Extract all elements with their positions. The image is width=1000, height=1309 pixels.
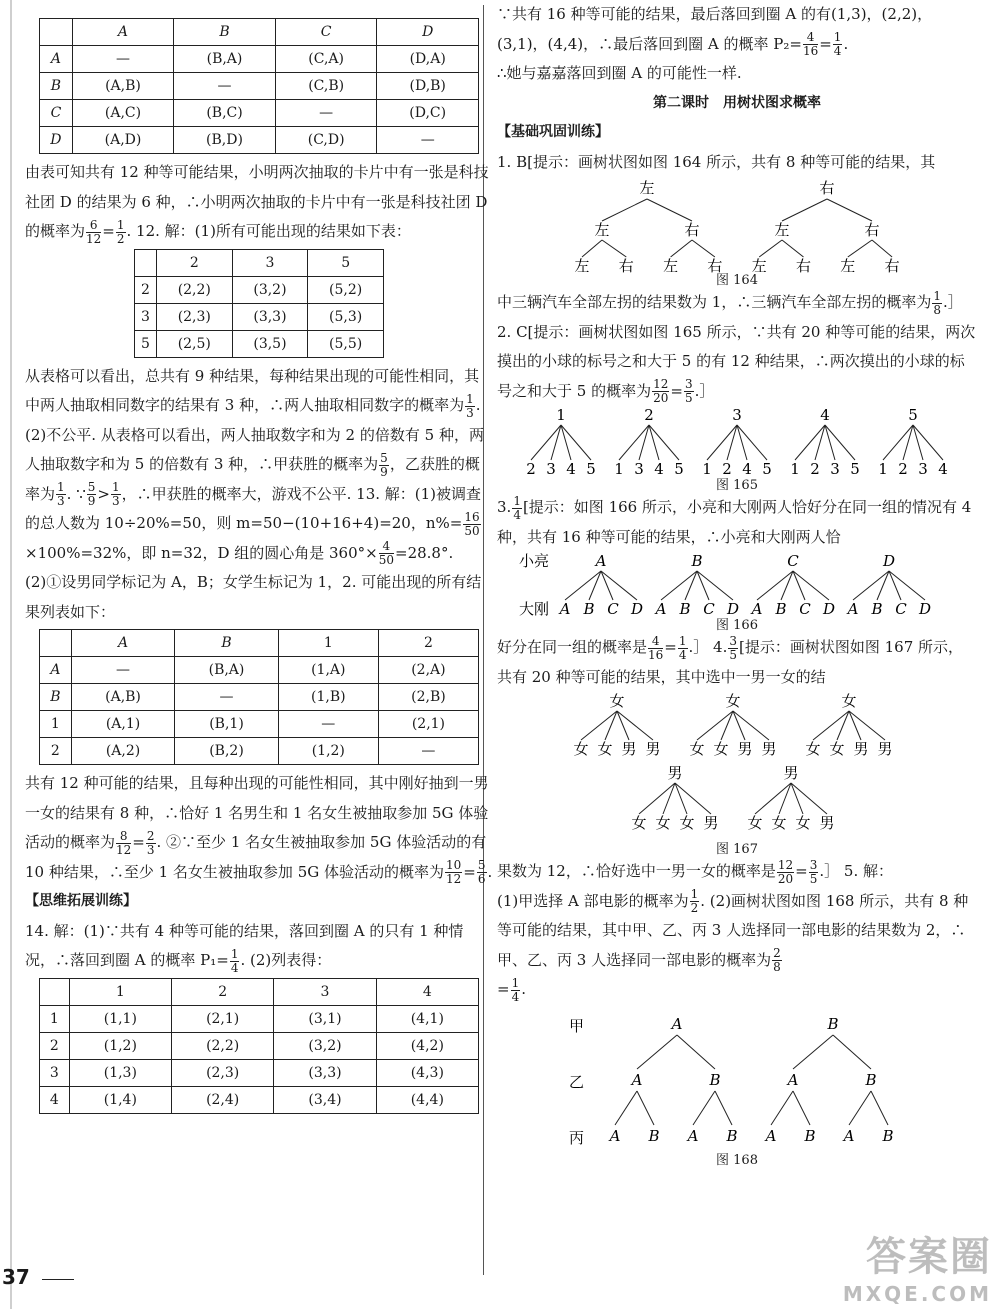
table-cell: — <box>174 73 276 100</box>
table-cell: 4 <box>40 1086 70 1113</box>
table-cell: (1,2) <box>69 1032 171 1059</box>
figure-caption-166: 图 166 <box>716 618 758 633</box>
table-cell: (3,4) <box>274 1086 376 1113</box>
table-cell: (C,A) <box>275 46 377 73</box>
table-circles <box>39 978 479 1114</box>
tree-node-label: 女 <box>573 740 589 758</box>
table-cell: (B,2) <box>175 738 278 765</box>
tree-branch <box>782 240 804 257</box>
table-cell: 3 <box>40 1059 70 1086</box>
paragraph-q11-answer: 由表可知共有 12 种等可能结果，小明两次抽取的卡片中有一张是科技社团 D 的结果为 6 种，∴小明两次抽取的卡片中有一张是科技社团 D 的概率为 $\frac{6}{12}$ = $\frac{1}{2}$ . 12. 解：(1)所有可能出现的结果如下表： <box>25 163 489 246</box>
table-row <box>40 1005 479 1032</box>
table-cell: (B,D) <box>174 127 276 154</box>
tree-node-label: A <box>609 1126 621 1145</box>
table-cell: (3,5) <box>232 330 308 357</box>
tree-node-label: 女 <box>771 814 787 832</box>
table-cell: 2 <box>378 630 478 657</box>
table-cell: (1,1) <box>69 1005 171 1032</box>
tree-node-label: 男 <box>703 814 719 832</box>
table-cell: C <box>275 19 377 46</box>
tree-node-label: 女 <box>829 740 845 758</box>
tree-node-label: C <box>703 600 715 618</box>
tree-node-label: 2 <box>810 460 820 478</box>
tree-node-label: 女 <box>795 814 811 832</box>
tree-branch <box>833 1035 871 1069</box>
tree-node-label: 男 <box>645 740 661 758</box>
tree-branch <box>757 571 793 600</box>
tree-node-label: A <box>631 1070 643 1089</box>
tree-node-label: 3 <box>830 460 840 478</box>
table-cell: A <box>71 630 174 657</box>
table-cell: (2,3) <box>156 303 232 330</box>
tree-node-label: 左 <box>751 257 767 273</box>
tree-diagram-164 <box>557 177 917 273</box>
tree-row-label: 乙 <box>569 1072 585 1091</box>
table-cell: 3 <box>135 303 157 330</box>
table-row <box>135 330 384 357</box>
tree-node-label: 右 <box>864 221 880 239</box>
table-cell: (5,3) <box>308 303 384 330</box>
table-cell: 1 <box>40 711 72 738</box>
binding-edge <box>10 0 12 1309</box>
tree-branch <box>733 711 769 740</box>
table-cell: (1,3) <box>69 1059 171 1086</box>
table-cell: (A,C) <box>72 100 173 127</box>
table-cell: 2 <box>135 276 157 303</box>
tree-branch <box>889 571 925 600</box>
table-row <box>40 657 479 684</box>
table-cell: A <box>72 19 173 46</box>
paragraph-q1-q2: 中三辆汽车全部左拐的结果数为 1，∴三辆汽车全部左拐的概率为 $\frac{1}{8}$ .］ 2. C[提示：画树状图如图 165 所示，∵共有 20 种等可能的结果，两次摸出的小球的标号之和大于 5 的有 12 种结果，∴两次摸出的小球的标号之和大于 5 的概率为 $\frac{12}{20}$ = $\frac{3}{5}$ .］ <box>497 288 976 405</box>
table-cell: (2,1) <box>378 711 478 738</box>
tree-node-label: B <box>827 1014 839 1033</box>
table-cell: 2 <box>40 1032 70 1059</box>
table-cell: B <box>40 684 72 711</box>
tree-branch <box>771 1091 793 1125</box>
paragraph-q5-answer: (1)甲选择 A 部电影的概率为 $\frac{1}{2}$ . (2)画树状图如图 168 所示，共有 8 种等可能的结果，其中甲、乙、丙 3 人选择同一部电影的结果数为 2，∴甲、乙、丙 3 人选择同一部电影的概率为 $\frac{2}{8}$ = $\frac{1}{4}$ . <box>497 887 969 1004</box>
table-cell: — <box>278 711 378 738</box>
table-cell: (2,3) <box>172 1059 274 1086</box>
tree-node-label: 5 <box>762 460 772 478</box>
table-cell: (A,2) <box>71 738 174 765</box>
tree-node-label: B <box>726 1126 738 1145</box>
tree-node-label: 左 <box>574 257 590 273</box>
tree-node-label: 女 <box>679 814 695 832</box>
table-row <box>40 738 479 765</box>
table-cell: — <box>72 46 173 73</box>
tree-node-label: 女 <box>725 692 741 710</box>
tree-branch <box>759 240 782 257</box>
table-numbers <box>134 249 384 358</box>
tree-node-label: 4 <box>820 406 830 424</box>
paragraph-q3: 3. $\frac{1}{4}$ [提示：如图 166 所示，小亮和大刚两人恰好分在同一组的情况有 4 种，共有 16 种等可能的结果，∴小亮和大刚两人恰 <box>497 493 972 546</box>
table-row <box>40 73 479 100</box>
table-cell: (A,1) <box>71 711 174 738</box>
tree-node-label: 4 <box>938 460 948 478</box>
tree-node-label: 5 <box>674 460 684 478</box>
tree-node-label: 右 <box>707 257 723 273</box>
table-cell: (2,B) <box>378 684 478 711</box>
tree-branch <box>671 240 692 257</box>
table-cell: (B,C) <box>174 100 276 127</box>
paragraph-q14-answer: 14. 解：(1)∵共有 4 种等可能的结果，落回到圈 A 的只有 1 种情况，∴落回到圈 A 的概率 P₁= $\frac{1}{4}$ . (2)列表得： <box>25 921 464 975</box>
table-cell: — <box>71 657 174 684</box>
table-cell: 3 <box>232 249 308 276</box>
table-cell: (5,5) <box>308 330 384 357</box>
tree-node-label: 5 <box>850 460 860 478</box>
figure-caption-167: 图 167 <box>716 842 758 857</box>
tree-node-label: 左 <box>594 221 610 239</box>
tree-branch <box>849 1091 871 1125</box>
tree-node-label: A <box>595 552 607 570</box>
tree-node-label: 2 <box>526 460 536 478</box>
tree-node-label: 3 <box>546 460 556 478</box>
tree-node-label: A <box>559 600 571 618</box>
tree-node-label: B <box>865 1070 877 1089</box>
tree-node-label: B <box>871 600 883 618</box>
tree-node-label: 2 <box>644 406 654 424</box>
tree-row-label: 大刚 <box>519 600 550 618</box>
tree-branch <box>697 711 733 740</box>
tree-node-label: B <box>679 600 691 618</box>
table-cell: (B,1) <box>175 711 278 738</box>
table-cell: (C,D) <box>275 127 377 154</box>
tree-node-label: D <box>630 600 644 618</box>
tree-diagram-168 <box>567 1013 907 1153</box>
tree-node-label: 右 <box>884 257 900 273</box>
tree-node-label: 女 <box>655 814 671 832</box>
tree-branch <box>581 711 617 740</box>
table-row <box>40 1032 479 1059</box>
table-cell: (4,3) <box>376 1059 478 1086</box>
paragraph-q3-q4: 好分在同一组的概率是 $\frac{4}{16}$ = $\frac{1}{4}$ .］ 4. $\frac{3}{5}$ [提示：画树状图如图 167 所示，共有 20 种等可能的结果，其中选中一男一女的结 <box>497 633 964 686</box>
tree-node-label: 男 <box>667 764 683 782</box>
tree-branch <box>793 1035 833 1069</box>
table-cell: (2,2) <box>156 276 232 303</box>
tree-node-label: 左 <box>840 257 856 273</box>
table-row <box>40 46 479 73</box>
tree-node-label: 4 <box>566 460 576 478</box>
tree-node-label: B <box>709 1070 721 1089</box>
table-cell: 5 <box>135 330 157 357</box>
tree-node-label: 男 <box>621 740 637 758</box>
tree-node-label: 3 <box>634 460 644 478</box>
table-cell: A <box>40 46 73 73</box>
table-cell <box>40 19 73 46</box>
tree-node-label: 左 <box>639 179 655 197</box>
table-cell: (4,1) <box>376 1005 478 1032</box>
tree-row-label: 丙 <box>569 1128 585 1147</box>
tree-node-label: 1 <box>702 460 712 478</box>
tree-branch <box>848 240 872 257</box>
table-cell: 3 <box>274 978 376 1005</box>
tree-branch <box>872 240 892 257</box>
table-cell: (4,2) <box>376 1032 478 1059</box>
table-row <box>135 303 384 330</box>
tree-node-label: 女 <box>609 692 625 710</box>
table-row <box>40 711 479 738</box>
tree-row-label: 甲 <box>569 1016 585 1035</box>
table-cell: (2,A) <box>378 657 478 684</box>
tree-node-label: A <box>655 600 667 618</box>
table-students <box>39 629 479 765</box>
tree-node-label: 5 <box>586 460 596 478</box>
tree-branch <box>637 1091 654 1125</box>
table-cell: (2,1) <box>172 1005 274 1032</box>
tree-branch <box>615 1091 637 1125</box>
tree-node-label: 男 <box>761 740 777 758</box>
tree-node-label: 1 <box>878 460 888 478</box>
figure-caption-168: 图 168 <box>716 1152 758 1168</box>
table-cell: B <box>175 630 278 657</box>
tree-node-label: B <box>775 600 787 618</box>
watermark-logo: 答案圈 MXQE.COM <box>842 1234 992 1306</box>
table-header-row <box>40 630 479 657</box>
tree-node-label: 右 <box>795 257 812 273</box>
figure-caption-165: 图 165 <box>716 478 758 493</box>
tree-node-label: 男 <box>783 764 799 782</box>
table-cell: (3,3) <box>274 1059 376 1086</box>
section-heading-extension: 【思维拓展训练】 <box>25 893 137 909</box>
tree-node-label: 女 <box>805 740 821 758</box>
table-cell: — <box>377 127 479 154</box>
tree-diagram-167 <box>567 692 907 842</box>
tree-node-label: 1 <box>614 460 624 478</box>
tree-diagram-166 <box>517 552 957 618</box>
paragraph-q1-start: 1. B[提示：画树状图如图 164 所示，共有 8 种等可能的结果，其 <box>497 152 936 171</box>
tree-node-label: 女 <box>841 692 857 710</box>
table-cell: 5 <box>308 249 384 276</box>
paragraph-q13-part2: (2)①设男同学标记为 A，B；女学生标记为 1，2. 可能出现的所有结果列表如下： <box>25 573 482 621</box>
tree-branch <box>793 1091 810 1125</box>
tree-node-label: 4 <box>742 460 752 478</box>
lesson-title: 第二课时 用树状图求概率 <box>653 94 821 111</box>
table-header-row <box>40 19 479 46</box>
tree-branch <box>871 1091 888 1125</box>
table-row <box>40 100 479 127</box>
tree-node-label: B <box>648 1126 660 1145</box>
table-cell: (A,B) <box>72 73 173 100</box>
tree-branch <box>565 571 601 600</box>
table-cell: (D,B) <box>377 73 479 100</box>
tree-node-label: 男 <box>853 740 869 758</box>
table-cell: (D,C) <box>377 100 479 127</box>
table-cell: (A,B) <box>71 684 174 711</box>
tree-branch <box>715 1091 732 1125</box>
table-cell: D <box>377 19 479 46</box>
left-column <box>25 0 493 1118</box>
table-cards <box>39 18 479 154</box>
table-cell: (5,2) <box>308 276 384 303</box>
tree-node-label: 右 <box>819 179 835 197</box>
tree-row-label: 小亮 <box>519 552 550 570</box>
table-cell: (4,4) <box>376 1086 478 1113</box>
tree-node-label: 3 <box>918 460 928 478</box>
table-cell: C <box>40 100 73 127</box>
tree-node-label: B <box>583 600 595 618</box>
tree-node-label: A <box>787 1070 799 1089</box>
table-row <box>40 684 479 711</box>
tree-branch <box>601 571 637 600</box>
tree-branch <box>637 1035 677 1069</box>
right-column <box>497 0 977 1168</box>
table-row <box>40 1059 479 1086</box>
tree-node-label: 男 <box>737 740 753 758</box>
tree-node-label: B <box>804 1126 816 1145</box>
table-cell: (B,A) <box>174 46 276 73</box>
table-cell: (C,B) <box>275 73 377 100</box>
tree-branch <box>677 1035 715 1069</box>
section-heading-basic: 【基础巩固训练】 <box>497 124 609 140</box>
tree-node-label: 3 <box>732 406 742 424</box>
tree-branch <box>693 1091 715 1125</box>
table-row <box>135 276 384 303</box>
tree-node-label: 女 <box>597 740 613 758</box>
tree-node-label: C <box>799 600 811 618</box>
tree-branch <box>602 240 626 257</box>
table-cell: (2,2) <box>172 1032 274 1059</box>
table-cell <box>40 978 70 1005</box>
table-cell: (3,3) <box>232 303 308 330</box>
tree-node-label: 4 <box>654 460 664 478</box>
tree-branch <box>827 199 872 221</box>
tree-node-label: 5 <box>908 406 918 424</box>
tree-branch <box>849 711 885 740</box>
paragraph-q4-q5: 果数为 12，∴恰好选中一男一女的概率是 $\frac{12}{20}$ = $\frac{3}{5}$ .］ 5. 解： <box>497 857 893 886</box>
page-number-rule <box>42 1279 74 1280</box>
tree-node-label: D <box>822 600 836 618</box>
tree-node-label: 女 <box>631 814 647 832</box>
tree-node-label: 2 <box>722 460 732 478</box>
table-cell: (3,2) <box>232 276 308 303</box>
page-number: 37 <box>2 1265 30 1289</box>
table-header-row <box>40 978 479 1005</box>
table-cell: (1,A) <box>278 657 378 684</box>
table-row <box>40 127 479 154</box>
tree-branch <box>639 783 675 814</box>
tree-branch <box>853 571 889 600</box>
tree-node-label: A <box>843 1126 855 1145</box>
paragraph-q13-result: 共有 12 种可能的结果，且每种出现的可能性相同，其中刚好抽到一男一女的结果有 8 种，∴恰好 1 名男生和 1 名女生被抽取参加 5G 体验活动的概率为 $\frac{8}{12}$ = $\frac{2}{3}$ . ②∵至少 1 名女生被抽取参加 5G 体验活动的有 10 种结果，∴至少 1 名女生被抽取参加 5G 体验活动的概率为 $\frac{10}{12}$ = $\frac{5}{6}$ . <box>25 774 493 886</box>
tree-branch <box>647 199 692 221</box>
table-cell: (1,2) <box>278 738 378 765</box>
tree-diagram-165 <box>517 406 957 478</box>
tree-branch <box>782 199 827 221</box>
tree-branch <box>813 711 849 740</box>
tree-node-label: A <box>751 600 763 618</box>
table-cell: — <box>275 100 377 127</box>
table-cell: (1,B) <box>278 684 378 711</box>
table-cell: 1 <box>69 978 171 1005</box>
table-cell: 2 <box>156 249 232 276</box>
tree-node-label: A <box>671 1014 683 1033</box>
tree-node-label: C <box>895 600 907 618</box>
tree-node-label: 2 <box>898 460 908 478</box>
table-cell: 2 <box>172 978 274 1005</box>
tree-node-label: A <box>687 1126 699 1145</box>
tree-node-label: 女 <box>747 814 763 832</box>
table-cell: (2,4) <box>172 1086 274 1113</box>
table-cell: D <box>40 127 73 154</box>
tree-node-label: A <box>847 600 859 618</box>
table-cell <box>40 630 72 657</box>
tree-node-label: 女 <box>689 740 705 758</box>
tree-node-label: 右 <box>618 257 634 273</box>
tree-node-label: B <box>882 1126 894 1145</box>
tree-node-label: D <box>882 552 896 570</box>
tree-branch <box>755 783 791 814</box>
table-cell: (D,A) <box>377 46 479 73</box>
tree-node-label: 1 <box>790 460 800 478</box>
tree-branch <box>793 571 829 600</box>
table-cell: (B,A) <box>175 657 278 684</box>
tree-branch <box>692 240 715 257</box>
tree-branch <box>675 783 711 814</box>
tree-node-label: 左 <box>774 221 790 239</box>
tree-node-label: D <box>918 600 932 618</box>
table-row <box>40 1086 479 1113</box>
table-cell: (A,D) <box>72 127 173 154</box>
tree-node-label: D <box>726 600 740 618</box>
tree-branch <box>602 199 647 221</box>
table-cell: (2,5) <box>156 330 232 357</box>
table-cell: A <box>40 657 72 684</box>
tree-node-label: 1 <box>556 406 566 424</box>
table-cell: (1,4) <box>69 1086 171 1113</box>
tree-node-label: 女 <box>713 740 729 758</box>
tree-branch <box>661 571 697 600</box>
table-cell: — <box>378 738 478 765</box>
table-cell: 1 <box>278 630 378 657</box>
table-cell: B <box>40 73 73 100</box>
paragraph-q12-answer: 从表格可以看出，总共有 9 种结果，每种结果出现的可能性相同，其中两人抽取相同数字的结果有 3 种，∴两人抽取相同数字的概率为 $\frac{1}{3}$ . (2)不公平. 从表格可以看出，两人抽取数字和为 2 的倍数有 5 种，两人抽取数字和为 5 的倍数有 3 种，∴甲获胜的概率为 $\frac{5}{9}$ ，乙获胜的概率为 $\frac{1}{3}$ . ∵ $\frac{5}{9}$ > $\frac{1}{3}$ ，∴甲获胜的概率大，游戏不公平. 13. 解：(1)被调查的总人数为 10÷20%=50，则 m=50−(10+16+4)=20，n%= $\frac{16}{50}$ ×100%=32%，即 n=32，D 组的圆心角是 360°× $\frac{4}{50}$ =28.8°. <box>25 366 484 567</box>
tree-node-label: 右 <box>684 221 700 239</box>
tree-branch <box>697 571 733 600</box>
tree-node-label: B <box>691 552 703 570</box>
table-cell: 1 <box>40 1005 70 1032</box>
tree-node-label: C <box>787 552 799 570</box>
tree-node-label: 男 <box>877 740 893 758</box>
tree-node-label: A <box>765 1126 777 1145</box>
table-cell: (3,1) <box>274 1005 376 1032</box>
tree-branch <box>791 783 827 814</box>
table-cell: — <box>175 684 278 711</box>
table-header-row <box>135 249 384 276</box>
table-cell: (3,2) <box>274 1032 376 1059</box>
paragraph-q14-continued: ∵共有 16 种等可能的结果，最后落回到圈 A 的有(1,3)，(2,2)，(3,1)，(4,4)，∴最后落回到圈 A 的概率 P₂= $\frac{4}{16}$ = $\frac{1}{4}$ . ∴她与嘉嘉落回到圈 A 的可能性一样. <box>497 5 933 82</box>
table-cell: 4 <box>376 978 478 1005</box>
table-cell: 2 <box>40 738 72 765</box>
table-cell <box>135 249 157 276</box>
tree-node-label: C <box>607 600 619 618</box>
table-cell: B <box>174 19 276 46</box>
tree-node-label: 左 <box>663 257 679 273</box>
tree-node-label: 男 <box>819 814 835 832</box>
tree-branch <box>582 240 602 257</box>
figure-caption-164: 图 164 <box>716 273 758 288</box>
tree-branch <box>617 711 653 740</box>
